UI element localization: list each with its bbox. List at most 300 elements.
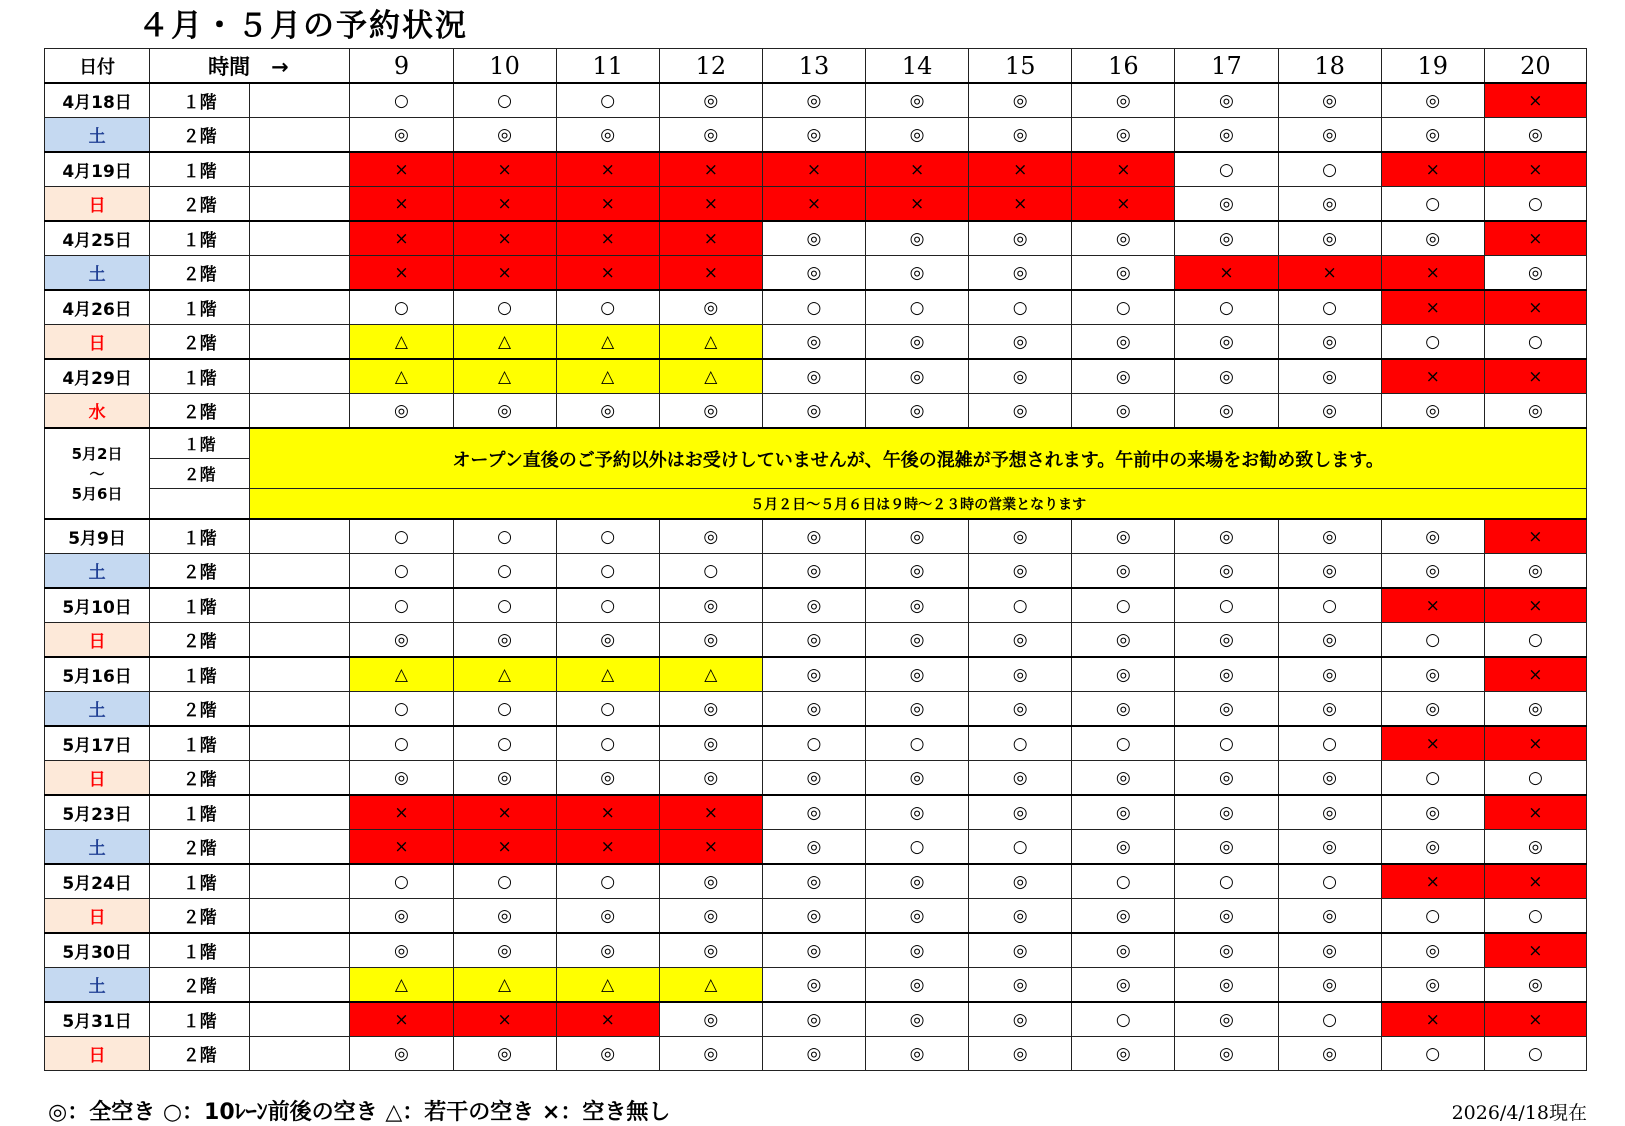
availability-cell: ◎ xyxy=(969,519,1072,554)
availability-cell: × xyxy=(659,830,762,865)
availability-cell: ◎ xyxy=(1072,83,1175,118)
floor-cell: ２階 xyxy=(150,899,250,934)
table-row xyxy=(45,830,1587,865)
availability-cell: ◎ xyxy=(866,256,969,291)
hour-header: 19 xyxy=(1381,49,1484,84)
blank-cell xyxy=(250,256,350,291)
availability-cell: ◎ xyxy=(659,394,762,429)
availability-cell: ◎ xyxy=(659,1002,762,1037)
availability-cell: × xyxy=(1381,864,1484,899)
availability-cell: × xyxy=(556,830,659,865)
availability-cell: ◎ xyxy=(1072,221,1175,256)
availability-cell: ◎ xyxy=(1484,394,1586,429)
table-row xyxy=(45,899,1587,934)
floor-cell: ２階 xyxy=(150,256,250,291)
availability-cell: ○ xyxy=(453,692,556,727)
date-cell: 5月31日 xyxy=(45,1002,150,1037)
availability-cell: ○ xyxy=(762,726,865,761)
availability-cell: × xyxy=(969,152,1072,187)
header-row xyxy=(45,49,1587,84)
availability-cell: △ xyxy=(453,968,556,1003)
availability-cell: ◎ xyxy=(1278,83,1381,118)
table-row xyxy=(45,394,1587,429)
floor-cell: ２階 xyxy=(150,187,250,222)
availability-cell: ◎ xyxy=(762,256,865,291)
blank-cell xyxy=(250,726,350,761)
availability-cell: ◎ xyxy=(1072,830,1175,865)
availability-cell: ○ xyxy=(1072,290,1175,325)
availability-cell: × xyxy=(866,152,969,187)
availability-cell: ◎ xyxy=(762,761,865,796)
availability-cell: × xyxy=(556,256,659,291)
availability-cell: ◎ xyxy=(659,899,762,934)
availability-cell: ◎ xyxy=(556,899,659,934)
floor-cell: ２階 xyxy=(150,830,250,865)
availability-cell: ○ xyxy=(556,692,659,727)
availability-cell: × xyxy=(1484,290,1586,325)
weekday-cell: 土 xyxy=(45,692,150,727)
availability-cell: ◎ xyxy=(1175,899,1278,934)
availability-cell: ◎ xyxy=(1278,657,1381,692)
weekday-cell: 土 xyxy=(45,968,150,1003)
availability-cell: ◎ xyxy=(866,761,969,796)
availability-cell: ◎ xyxy=(969,359,1072,394)
availability-cell: ◎ xyxy=(1278,325,1381,360)
availability-cell: ○ xyxy=(1175,588,1278,623)
floor-cell: ２階 xyxy=(150,968,250,1003)
floor-cell: １階 xyxy=(150,519,250,554)
blank-cell xyxy=(250,692,350,727)
availability-cell: ○ xyxy=(1484,761,1586,796)
availability-cell: ◎ xyxy=(1278,1037,1381,1071)
availability-cell: ◎ xyxy=(762,554,865,589)
date-cell: 4月26日 xyxy=(45,290,150,325)
availability-cell: × xyxy=(1484,933,1586,968)
floor-cell: ２階 xyxy=(150,1037,250,1071)
availability-cell: ◎ xyxy=(762,588,865,623)
availability-cell: ○ xyxy=(453,588,556,623)
availability-cell: ◎ xyxy=(659,692,762,727)
availability-cell: ○ xyxy=(350,864,453,899)
availability-cell: ◎ xyxy=(556,394,659,429)
date-cell: 4月18日 xyxy=(45,83,150,118)
blank-cell xyxy=(250,359,350,394)
table-row xyxy=(45,588,1587,623)
availability-cell: ◎ xyxy=(1484,692,1586,727)
availability-cell: ◎ xyxy=(659,726,762,761)
availability-cell: ◎ xyxy=(1278,761,1381,796)
date-cell: 4月19日 xyxy=(45,152,150,187)
availability-cell: ◎ xyxy=(762,1037,865,1071)
availability-cell: ○ xyxy=(1278,152,1381,187)
availability-cell: × xyxy=(1484,83,1586,118)
availability-cell: × xyxy=(1381,588,1484,623)
availability-cell: ◎ xyxy=(556,933,659,968)
blank-cell xyxy=(250,864,350,899)
availability-cell: ◎ xyxy=(1175,623,1278,658)
date-range-cell xyxy=(45,428,150,519)
availability-cell: ◎ xyxy=(1381,118,1484,153)
page-title: ４月・５月の予約状況 xyxy=(138,8,468,44)
date-cell: 5月30日 xyxy=(45,933,150,968)
weekday-cell: 日 xyxy=(45,761,150,796)
floor-cell: １階 xyxy=(150,795,250,830)
weekday-cell: 土 xyxy=(45,118,150,153)
availability-cell: ◎ xyxy=(1278,519,1381,554)
availability-cell: × xyxy=(1484,152,1586,187)
table-row xyxy=(45,1037,1587,1071)
availability-cell: ◎ xyxy=(1278,795,1381,830)
availability-cell: ○ xyxy=(1381,187,1484,222)
floor-cell: ２階 xyxy=(150,459,250,489)
availability-cell: △ xyxy=(556,359,659,394)
table-row xyxy=(45,256,1587,291)
availability-cell: × xyxy=(1381,1002,1484,1037)
hour-header: 12 xyxy=(659,49,762,84)
availability-cell: ○ xyxy=(1381,623,1484,658)
blank-cell xyxy=(250,394,350,429)
availability-cell: ◎ xyxy=(969,325,1072,360)
date-range-start: 5月2日 xyxy=(71,444,123,463)
availability-cell: ○ xyxy=(866,290,969,325)
availability-cell: × xyxy=(453,152,556,187)
availability-cell: ◎ xyxy=(659,761,762,796)
availability-cell: ○ xyxy=(556,554,659,589)
availability-cell: ◎ xyxy=(969,221,1072,256)
availability-cell: ○ xyxy=(1278,726,1381,761)
availability-cell: ◎ xyxy=(866,118,969,153)
hour-header: 14 xyxy=(866,49,969,84)
availability-cell: ○ xyxy=(556,83,659,118)
availability-cell: ◎ xyxy=(659,519,762,554)
availability-cell: △ xyxy=(659,359,762,394)
availability-cell: ◎ xyxy=(350,118,453,153)
availability-cell: ◎ xyxy=(969,256,1072,291)
special-hours-notice: ５月２日～５月６日は９時～２３時の営業となります xyxy=(250,489,1587,520)
hour-header: 18 xyxy=(1278,49,1381,84)
availability-cell: × xyxy=(762,187,865,222)
availability-cell: ◎ xyxy=(1381,692,1484,727)
availability-cell: × xyxy=(556,152,659,187)
floor-cell: １階 xyxy=(150,726,250,761)
availability-cell: × xyxy=(556,795,659,830)
availability-cell: ○ xyxy=(453,519,556,554)
availability-cell: × xyxy=(1381,290,1484,325)
availability-cell: ◎ xyxy=(762,359,865,394)
availability-cell: ○ xyxy=(969,290,1072,325)
floor-cell: １階 xyxy=(150,657,250,692)
availability-cell: ◎ xyxy=(866,394,969,429)
table-row xyxy=(45,221,1587,256)
availability-cell: ◎ xyxy=(1175,221,1278,256)
blank-cell xyxy=(250,899,350,934)
floor-cell: １階 xyxy=(150,1002,250,1037)
availability-cell: ◎ xyxy=(1072,761,1175,796)
availability-cell: △ xyxy=(556,325,659,360)
availability-cell: ○ xyxy=(969,588,1072,623)
availability-cell: ◎ xyxy=(1381,795,1484,830)
availability-cell: ◎ xyxy=(1072,657,1175,692)
availability-cell: ◎ xyxy=(350,1037,453,1071)
availability-cell: ◎ xyxy=(1175,554,1278,589)
floor-cell: ２階 xyxy=(150,692,250,727)
hour-header: 9 xyxy=(350,49,453,84)
blank-cell xyxy=(250,221,350,256)
availability-cell: ◎ xyxy=(1381,83,1484,118)
availability-cell: ◎ xyxy=(969,394,1072,429)
availability-cell: ◎ xyxy=(1381,519,1484,554)
availability-cell: ○ xyxy=(1484,325,1586,360)
blank-cell xyxy=(250,519,350,554)
table-row xyxy=(45,325,1587,360)
availability-cell: ◎ xyxy=(762,830,865,865)
availability-cell: ○ xyxy=(1381,325,1484,360)
availability-cell: ◎ xyxy=(659,118,762,153)
availability-cell: × xyxy=(556,187,659,222)
availability-cell: ◎ xyxy=(866,588,969,623)
availability-cell: ◎ xyxy=(866,359,969,394)
availability-cell: × xyxy=(1484,588,1586,623)
availability-cell: ◎ xyxy=(762,795,865,830)
availability-cell: ◎ xyxy=(969,83,1072,118)
availability-cell: ◎ xyxy=(659,1037,762,1071)
availability-cell: ◎ xyxy=(1072,899,1175,934)
as-of-date: 2026/4/18現在 xyxy=(1451,1102,1587,1124)
table-row xyxy=(45,118,1587,153)
availability-cell: △ xyxy=(659,657,762,692)
availability-cell: ○ xyxy=(556,290,659,325)
availability-cell: × xyxy=(1484,1002,1586,1037)
availability-cell: ◎ xyxy=(1175,1037,1278,1071)
availability-cell: ◎ xyxy=(1381,968,1484,1003)
availability-cell: × xyxy=(556,221,659,256)
floor-cell: １階 xyxy=(150,221,250,256)
availability-cell: ◎ xyxy=(1175,325,1278,360)
availability-cell: ○ xyxy=(453,726,556,761)
availability-cell: ◎ xyxy=(1072,118,1175,153)
availability-cell: ◎ xyxy=(866,221,969,256)
availability-cell: ◎ xyxy=(1072,256,1175,291)
availability-cell: ◎ xyxy=(866,325,969,360)
availability-cell: ○ xyxy=(453,290,556,325)
availability-cell: ◎ xyxy=(762,1002,865,1037)
availability-cell: ◎ xyxy=(1484,968,1586,1003)
floor-cell: １階 xyxy=(150,290,250,325)
availability-cell: ◎ xyxy=(1072,325,1175,360)
floor-cell: １階 xyxy=(150,864,250,899)
date-cell: 5月24日 xyxy=(45,864,150,899)
availability-cell: ○ xyxy=(1278,1002,1381,1037)
availability-cell: △ xyxy=(556,657,659,692)
availability-cell: ◎ xyxy=(1278,187,1381,222)
availability-cell: × xyxy=(350,187,453,222)
availability-cell: ◎ xyxy=(1175,1002,1278,1037)
date-cell: 5月23日 xyxy=(45,795,150,830)
floor-cell: １階 xyxy=(150,933,250,968)
date-cell: 5月9日 xyxy=(45,519,150,554)
time-column-header: 時間 → xyxy=(150,49,350,84)
floor-cell: １階 xyxy=(150,428,250,459)
availability-cell: × xyxy=(1072,187,1175,222)
blank-cell xyxy=(250,83,350,118)
availability-cell: ◎ xyxy=(866,1037,969,1071)
table-row xyxy=(45,152,1587,187)
availability-cell: ◎ xyxy=(1175,795,1278,830)
availability-cell: × xyxy=(1484,657,1586,692)
blank-cell xyxy=(250,761,350,796)
availability-cell: ◎ xyxy=(762,623,865,658)
hour-header: 15 xyxy=(969,49,1072,84)
availability-cell: ○ xyxy=(1175,290,1278,325)
availability-cell: ○ xyxy=(350,290,453,325)
availability-cell: ○ xyxy=(350,692,453,727)
availability-cell: ◎ xyxy=(866,968,969,1003)
availability-cell: ◎ xyxy=(866,519,969,554)
availability-cell: × xyxy=(659,187,762,222)
availability-cell: ○ xyxy=(1278,290,1381,325)
availability-cell: × xyxy=(453,830,556,865)
availability-cell: ◎ xyxy=(1484,118,1586,153)
table-row xyxy=(45,692,1587,727)
availability-cell: ◎ xyxy=(866,692,969,727)
availability-cell: ◎ xyxy=(866,795,969,830)
availability-cell: ◎ xyxy=(350,394,453,429)
blank-cell xyxy=(250,1037,350,1071)
floor-cell: ２階 xyxy=(150,325,250,360)
availability-cell: △ xyxy=(453,657,556,692)
table-row xyxy=(45,657,1587,692)
availability-cell: ◎ xyxy=(762,864,865,899)
availability-cell: ◎ xyxy=(969,1037,1072,1071)
availability-cell: ○ xyxy=(1484,187,1586,222)
availability-cell: ◎ xyxy=(1175,657,1278,692)
availability-cell: ○ xyxy=(453,554,556,589)
availability-cell: × xyxy=(350,256,453,291)
availability-cell: ○ xyxy=(762,290,865,325)
availability-cell: ◎ xyxy=(1175,83,1278,118)
availability-cell: ◎ xyxy=(453,118,556,153)
availability-cell: △ xyxy=(350,968,453,1003)
availability-cell: × xyxy=(762,152,865,187)
availability-cell: × xyxy=(1484,519,1586,554)
availability-cell: ◎ xyxy=(453,933,556,968)
availability-cell: × xyxy=(350,1002,453,1037)
weekday-cell: 日 xyxy=(45,1037,150,1071)
availability-cell: ◎ xyxy=(762,394,865,429)
availability-cell: ◎ xyxy=(659,290,762,325)
availability-cell: ◎ xyxy=(762,325,865,360)
availability-cell: ◎ xyxy=(1175,519,1278,554)
availability-cell: ◎ xyxy=(1175,968,1278,1003)
availability-cell: ◎ xyxy=(1175,187,1278,222)
availability-cell: △ xyxy=(350,359,453,394)
table-row xyxy=(45,489,1587,520)
availability-cell: ○ xyxy=(350,588,453,623)
availability-cell: ◎ xyxy=(1381,221,1484,256)
blank-cell xyxy=(150,489,250,520)
availability-cell: △ xyxy=(350,657,453,692)
availability-cell: ◎ xyxy=(1175,359,1278,394)
availability-cell: × xyxy=(350,830,453,865)
availability-cell: ◎ xyxy=(1278,968,1381,1003)
availability-cell: ◎ xyxy=(1175,830,1278,865)
availability-cell: ◎ xyxy=(762,692,865,727)
availability-cell: ◎ xyxy=(1072,933,1175,968)
availability-cell: × xyxy=(969,187,1072,222)
table-row xyxy=(45,554,1587,589)
availability-cell: ◎ xyxy=(1381,394,1484,429)
availability-cell: ○ xyxy=(350,554,453,589)
blank-cell xyxy=(250,152,350,187)
availability-cell: ◎ xyxy=(1278,554,1381,589)
availability-cell: ○ xyxy=(1381,761,1484,796)
availability-cell: ○ xyxy=(1278,864,1381,899)
availability-cell: ◎ xyxy=(1278,118,1381,153)
availability-cell: × xyxy=(1484,864,1586,899)
floor-cell: ２階 xyxy=(150,761,250,796)
date-cell: 4月29日 xyxy=(45,359,150,394)
weekday-cell: 土 xyxy=(45,830,150,865)
weekday-cell: 土 xyxy=(45,256,150,291)
availability-cell: × xyxy=(453,187,556,222)
table-row xyxy=(45,290,1587,325)
availability-cell: ○ xyxy=(350,726,453,761)
availability-cell: ◎ xyxy=(866,933,969,968)
availability-cell: × xyxy=(866,187,969,222)
blank-cell xyxy=(250,623,350,658)
date-range-tilde: ～ xyxy=(89,464,105,483)
availability-cell: ◎ xyxy=(1175,761,1278,796)
weekday-cell: 日 xyxy=(45,325,150,360)
availability-cell: △ xyxy=(659,968,762,1003)
table-row xyxy=(45,1002,1587,1037)
availability-cell: ◎ xyxy=(969,933,1072,968)
hour-header: 17 xyxy=(1175,49,1278,84)
availability-cell: ◎ xyxy=(1278,830,1381,865)
table-row xyxy=(45,933,1587,968)
hour-header: 20 xyxy=(1484,49,1586,84)
availability-cell: ◎ xyxy=(866,899,969,934)
availability-cell: × xyxy=(659,256,762,291)
availability-cell: ○ xyxy=(1072,864,1175,899)
availability-cell: ◎ xyxy=(1072,359,1175,394)
blank-cell xyxy=(250,588,350,623)
availability-cell: ◎ xyxy=(866,657,969,692)
availability-cell: ◎ xyxy=(350,761,453,796)
weekday-cell: 土 xyxy=(45,554,150,589)
availability-cell: ◎ xyxy=(1278,394,1381,429)
availability-cell: ◎ xyxy=(1072,1037,1175,1071)
date-column-header: 日付 xyxy=(45,49,150,84)
blank-cell xyxy=(250,187,350,222)
availability-cell: ◎ xyxy=(969,657,1072,692)
availability-cell: × xyxy=(1381,359,1484,394)
hour-header: 11 xyxy=(556,49,659,84)
availability-cell: × xyxy=(1175,256,1278,291)
availability-cell: ◎ xyxy=(556,118,659,153)
blank-cell xyxy=(250,118,350,153)
floor-cell: １階 xyxy=(150,83,250,118)
availability-cell: ◎ xyxy=(453,899,556,934)
availability-cell: ○ xyxy=(1381,899,1484,934)
floor-cell: ２階 xyxy=(150,394,250,429)
availability-cell: ○ xyxy=(453,864,556,899)
blank-cell xyxy=(250,968,350,1003)
availability-cell: × xyxy=(1381,152,1484,187)
date-cell: 4月25日 xyxy=(45,221,150,256)
date-range-end: 5月6日 xyxy=(71,484,123,503)
availability-cell: × xyxy=(556,1002,659,1037)
